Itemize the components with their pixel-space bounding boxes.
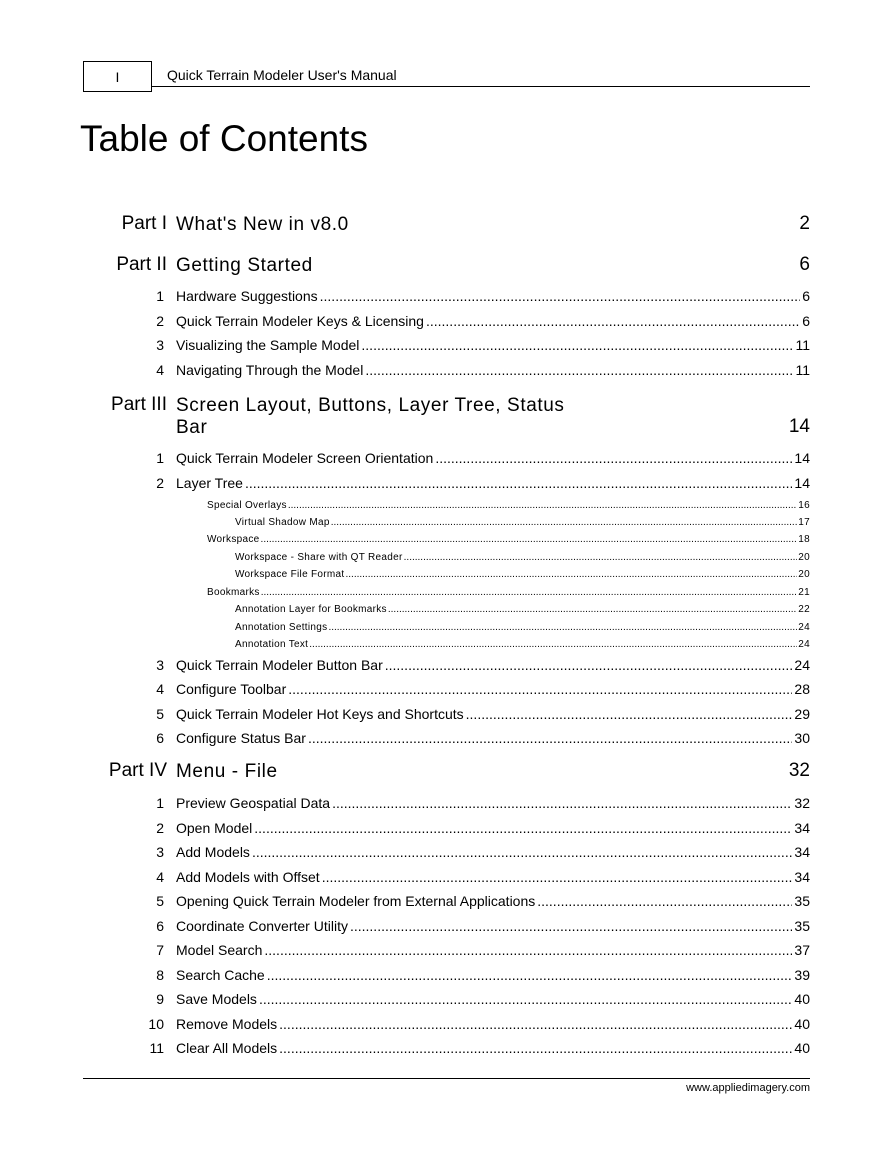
toc-dot-leader <box>466 705 793 723</box>
toc-entry-title: Annotation Text <box>235 639 309 650</box>
toc-entry-title: Virtual Shadow Map <box>235 517 330 528</box>
toc-entry-number: 1 <box>156 795 164 811</box>
toc-entry-page: 24 <box>794 657 810 673</box>
toc-dot-leader <box>350 917 792 935</box>
toc-part-page: 6 <box>799 254 810 275</box>
toc-dot-leader <box>426 312 800 330</box>
toc-dot-leader <box>254 819 792 837</box>
toc-leader-line <box>176 1015 810 1033</box>
toc-entry[interactable] <box>0 449 810 467</box>
toc-dot-leader <box>279 1015 792 1033</box>
toc-entry-number: 5 <box>156 706 164 722</box>
toc-entry-number: 2 <box>156 820 164 836</box>
toc-dot-leader <box>261 586 798 600</box>
toc-entry-page: 32 <box>794 795 810 811</box>
toc-entry-title: Bookmarks <box>207 587 260 598</box>
toc-entry-title: Hardware Suggestions <box>176 288 318 304</box>
toc-entry[interactable] <box>0 966 810 984</box>
toc-leader-line <box>176 729 810 747</box>
toc-entry-page: 40 <box>794 1016 810 1032</box>
toc-entry-title: Add Models <box>176 844 250 860</box>
toc-entry-title: Workspace - Share with QT Reader <box>235 552 403 563</box>
toc-subentry[interactable] <box>0 516 810 530</box>
toc-subentry[interactable] <box>0 499 810 513</box>
toc-leader-line <box>176 941 810 959</box>
toc-entry-page: 34 <box>794 844 810 860</box>
toc-leader-line <box>176 868 810 886</box>
toc-entry-page: 35 <box>794 918 810 934</box>
toc-entry-page: 24 <box>798 639 810 650</box>
toc-entry[interactable] <box>0 729 810 747</box>
toc-subentry[interactable] <box>0 568 810 582</box>
toc-leader-line <box>176 680 810 698</box>
toc-dot-leader <box>388 603 797 617</box>
toc-leader-line <box>176 287 810 305</box>
toc-entry-number: 4 <box>156 681 164 697</box>
toc-leader-line <box>176 336 810 354</box>
toc-leader-line <box>207 499 810 513</box>
toc-entry-number: 8 <box>156 967 164 983</box>
toc-dot-leader <box>320 287 801 305</box>
toc-entry[interactable] <box>0 794 810 812</box>
toc-entry-page: 20 <box>798 552 810 563</box>
toc-dot-leader <box>288 680 792 698</box>
toc-leader-line <box>235 638 810 652</box>
toc-entry-page: 30 <box>794 730 810 746</box>
toc-entry[interactable] <box>0 705 810 723</box>
toc-dot-leader <box>252 843 792 861</box>
toc-entry[interactable] <box>0 843 810 861</box>
toc-entry-title: Quick Terrain Modeler Keys & Licensing <box>176 313 424 329</box>
toc-entry-number: 3 <box>156 844 164 860</box>
toc-entry-page: 29 <box>794 706 810 722</box>
toc-leader-line <box>176 966 810 984</box>
toc-entry[interactable] <box>0 336 810 354</box>
header-rule <box>152 86 810 87</box>
toc-dot-leader <box>435 449 792 467</box>
toc-entry-title: Search Cache <box>176 967 265 983</box>
toc-leader-line <box>176 449 810 467</box>
toc-entry[interactable] <box>0 656 810 674</box>
toc-entry[interactable] <box>0 1015 810 1033</box>
toc-entry-number: 1 <box>156 288 164 304</box>
toc-part-page: 2 <box>799 213 810 234</box>
toc-entry-page: 18 <box>798 534 810 545</box>
toc-entry[interactable] <box>0 680 810 698</box>
toc-part-number: Part IV <box>108 760 167 781</box>
toc-dot-leader <box>345 568 797 582</box>
toc-entry-number: 9 <box>156 991 164 1007</box>
toc-entry-title: Open Model <box>176 820 253 836</box>
toc-part-page: 32 <box>788 760 810 781</box>
toc-dot-leader <box>245 474 792 492</box>
toc-entry-title: Quick Terrain Modeler Button Bar <box>176 657 383 673</box>
toc-entry[interactable] <box>0 287 810 305</box>
toc-part-title-line: Getting Started <box>176 255 313 276</box>
toc-entry[interactable] <box>0 312 810 330</box>
toc-leader-line <box>176 656 810 674</box>
page-title: Table of Contents <box>80 118 368 159</box>
toc-part-title-line: Bar <box>176 417 208 438</box>
toc-part-number: Part III <box>111 394 167 415</box>
toc-leader-line <box>235 603 810 617</box>
toc-entry-number: 6 <box>156 730 164 746</box>
toc-entry[interactable] <box>0 474 810 492</box>
toc-subentry[interactable] <box>0 586 810 600</box>
toc-leader-line <box>235 568 810 582</box>
toc-leader-line <box>176 794 810 812</box>
toc-dot-leader <box>322 868 793 886</box>
toc-leader-line <box>176 917 810 935</box>
toc-entry-title: Navigating Through the Model <box>176 362 364 378</box>
toc-leader-line <box>176 361 810 379</box>
toc-entry-number: 3 <box>156 337 164 353</box>
toc-entry-number: 11 <box>149 1040 164 1056</box>
toc-entry[interactable] <box>0 990 810 1008</box>
toc-entry-number: 5 <box>156 893 164 909</box>
toc-part-page: 14 <box>788 416 810 437</box>
toc-entry-title: Configure Toolbar <box>176 681 287 697</box>
toc-dot-leader <box>332 794 792 812</box>
toc-part-number: Part II <box>116 254 167 275</box>
toc-entry-title: Annotation Layer for Bookmarks <box>235 604 387 615</box>
toc-entry-page: 6 <box>802 313 810 329</box>
toc-entry[interactable] <box>0 941 810 959</box>
toc-subentry[interactable] <box>0 621 810 635</box>
toc-part-title-line: Screen Layout, Buttons, Layer Tree, Status <box>176 395 565 416</box>
toc-entry[interactable] <box>0 917 810 935</box>
toc-entry-number: 4 <box>156 362 164 378</box>
toc-entry-page: 6 <box>802 288 810 304</box>
toc-leader-line <box>176 1039 810 1057</box>
toc-entry-title: Configure Status Bar <box>176 730 306 746</box>
toc-entry-title: Layer Tree <box>176 475 243 491</box>
toc-dot-leader <box>267 966 793 984</box>
toc-entry-title: Visualizing the Sample Model <box>176 337 360 353</box>
toc-leader-line <box>207 533 810 547</box>
toc-entry-title: Opening Quick Terrain Modeler from External Applications <box>176 893 536 909</box>
toc-leader-line <box>176 819 810 837</box>
toc-entry-title: Special Overlays <box>207 500 287 511</box>
toc-entry-page: 21 <box>798 587 810 598</box>
toc-leader-line <box>176 474 810 492</box>
toc-entry-page: 11 <box>795 362 810 378</box>
toc-entry-page: 40 <box>794 1040 810 1056</box>
toc-entry-page: 37 <box>794 942 810 958</box>
toc-entry[interactable] <box>0 819 810 837</box>
toc-entry-page: 14 <box>794 450 810 466</box>
toc-entry-title: Quick Terrain Modeler Screen Orientation <box>176 450 434 466</box>
toc-entry-number: 2 <box>156 475 164 491</box>
toc-entry-title: Remove Models <box>176 1016 278 1032</box>
toc-entry-title: Preview Geospatial Data <box>176 795 331 811</box>
toc-leader-line <box>235 621 810 635</box>
toc-dot-leader <box>259 990 792 1008</box>
toc-entry-page: 40 <box>794 991 810 1007</box>
toc-dot-leader <box>264 941 792 959</box>
toc-entry-page: 35 <box>794 893 810 909</box>
toc-dot-leader <box>331 516 798 530</box>
toc-entry-number: 7 <box>156 942 164 958</box>
toc-entry-page: 20 <box>798 569 810 580</box>
toc-entry-page: 34 <box>794 869 810 885</box>
toc-dot-leader <box>288 499 797 513</box>
toc-leader-line <box>235 551 810 565</box>
toc-leader-line <box>176 705 810 723</box>
toc-dot-leader <box>365 361 793 379</box>
toc-leader-line <box>176 312 810 330</box>
toc-entry[interactable] <box>0 361 810 379</box>
toc-entry[interactable] <box>0 868 810 886</box>
toc-entry-title: Workspace File Format <box>235 569 345 580</box>
toc-dot-leader <box>308 729 792 747</box>
toc-entry-page: 11 <box>795 337 810 353</box>
toc-entry-page: 34 <box>794 820 810 836</box>
toc-subentry[interactable] <box>0 603 810 617</box>
toc-part-title-line: What's New in v8.0 <box>176 214 349 235</box>
toc-dot-leader <box>279 1039 792 1057</box>
toc-entry-page: 17 <box>798 517 810 528</box>
toc-entry-page: 16 <box>798 500 810 511</box>
footer-rule <box>83 1078 810 1079</box>
toc-entry-number: 1 <box>156 450 164 466</box>
toc-entry-page: 24 <box>798 622 810 633</box>
toc-entry-title: Add Models with Offset <box>176 869 320 885</box>
toc-leader-line <box>235 516 810 530</box>
toc-entry-title: Model Search <box>176 942 263 958</box>
toc-entry-title: Clear All Models <box>176 1040 278 1056</box>
toc-entry-page: 14 <box>794 475 810 491</box>
toc-subentry[interactable] <box>0 638 810 652</box>
toc-leader-line <box>176 990 810 1008</box>
toc-entry[interactable] <box>0 892 810 910</box>
toc-entry-page: 39 <box>794 967 810 983</box>
footer-url[interactable]: www.appliedimagery.com <box>686 1082 810 1094</box>
toc-entry[interactable] <box>0 1039 810 1057</box>
toc-entry-page: 28 <box>794 681 810 697</box>
toc-part-title-line: Menu - File <box>176 761 278 782</box>
toc-dot-leader <box>309 638 797 652</box>
toc-part-number: Part I <box>121 213 167 234</box>
toc-entry-title: Save Models <box>176 991 257 1007</box>
toc-leader-line <box>176 843 810 861</box>
toc-entry-number: 4 <box>156 869 164 885</box>
toc-subentry[interactable] <box>0 551 810 565</box>
toc-dot-leader <box>261 533 798 547</box>
toc-entry-page: 22 <box>798 604 810 615</box>
toc-leader-line <box>176 892 810 910</box>
toc-entry-title: Coordinate Converter Utility <box>176 918 348 934</box>
toc-entry-title: Annotation Settings <box>235 622 328 633</box>
toc-leader-line <box>207 586 810 600</box>
toc-dot-leader <box>385 656 793 674</box>
toc-entry-number: 10 <box>148 1016 164 1032</box>
toc-entry-number: 2 <box>156 313 164 329</box>
toc-dot-leader <box>404 551 798 565</box>
toc-entry-title: Workspace <box>207 534 260 545</box>
toc-dot-leader <box>361 336 793 354</box>
toc-entry-number: 6 <box>156 918 164 934</box>
toc-subentry[interactable] <box>0 533 810 547</box>
header-manual-title: Quick Terrain Modeler User's Manual <box>167 67 397 83</box>
toc-dot-leader <box>328 621 797 635</box>
header-page-number: I <box>83 61 152 92</box>
toc-entry-title: Quick Terrain Modeler Hot Keys and Shortcuts <box>176 706 464 722</box>
toc-entry-number: 3 <box>156 657 164 673</box>
toc-dot-leader <box>537 892 792 910</box>
